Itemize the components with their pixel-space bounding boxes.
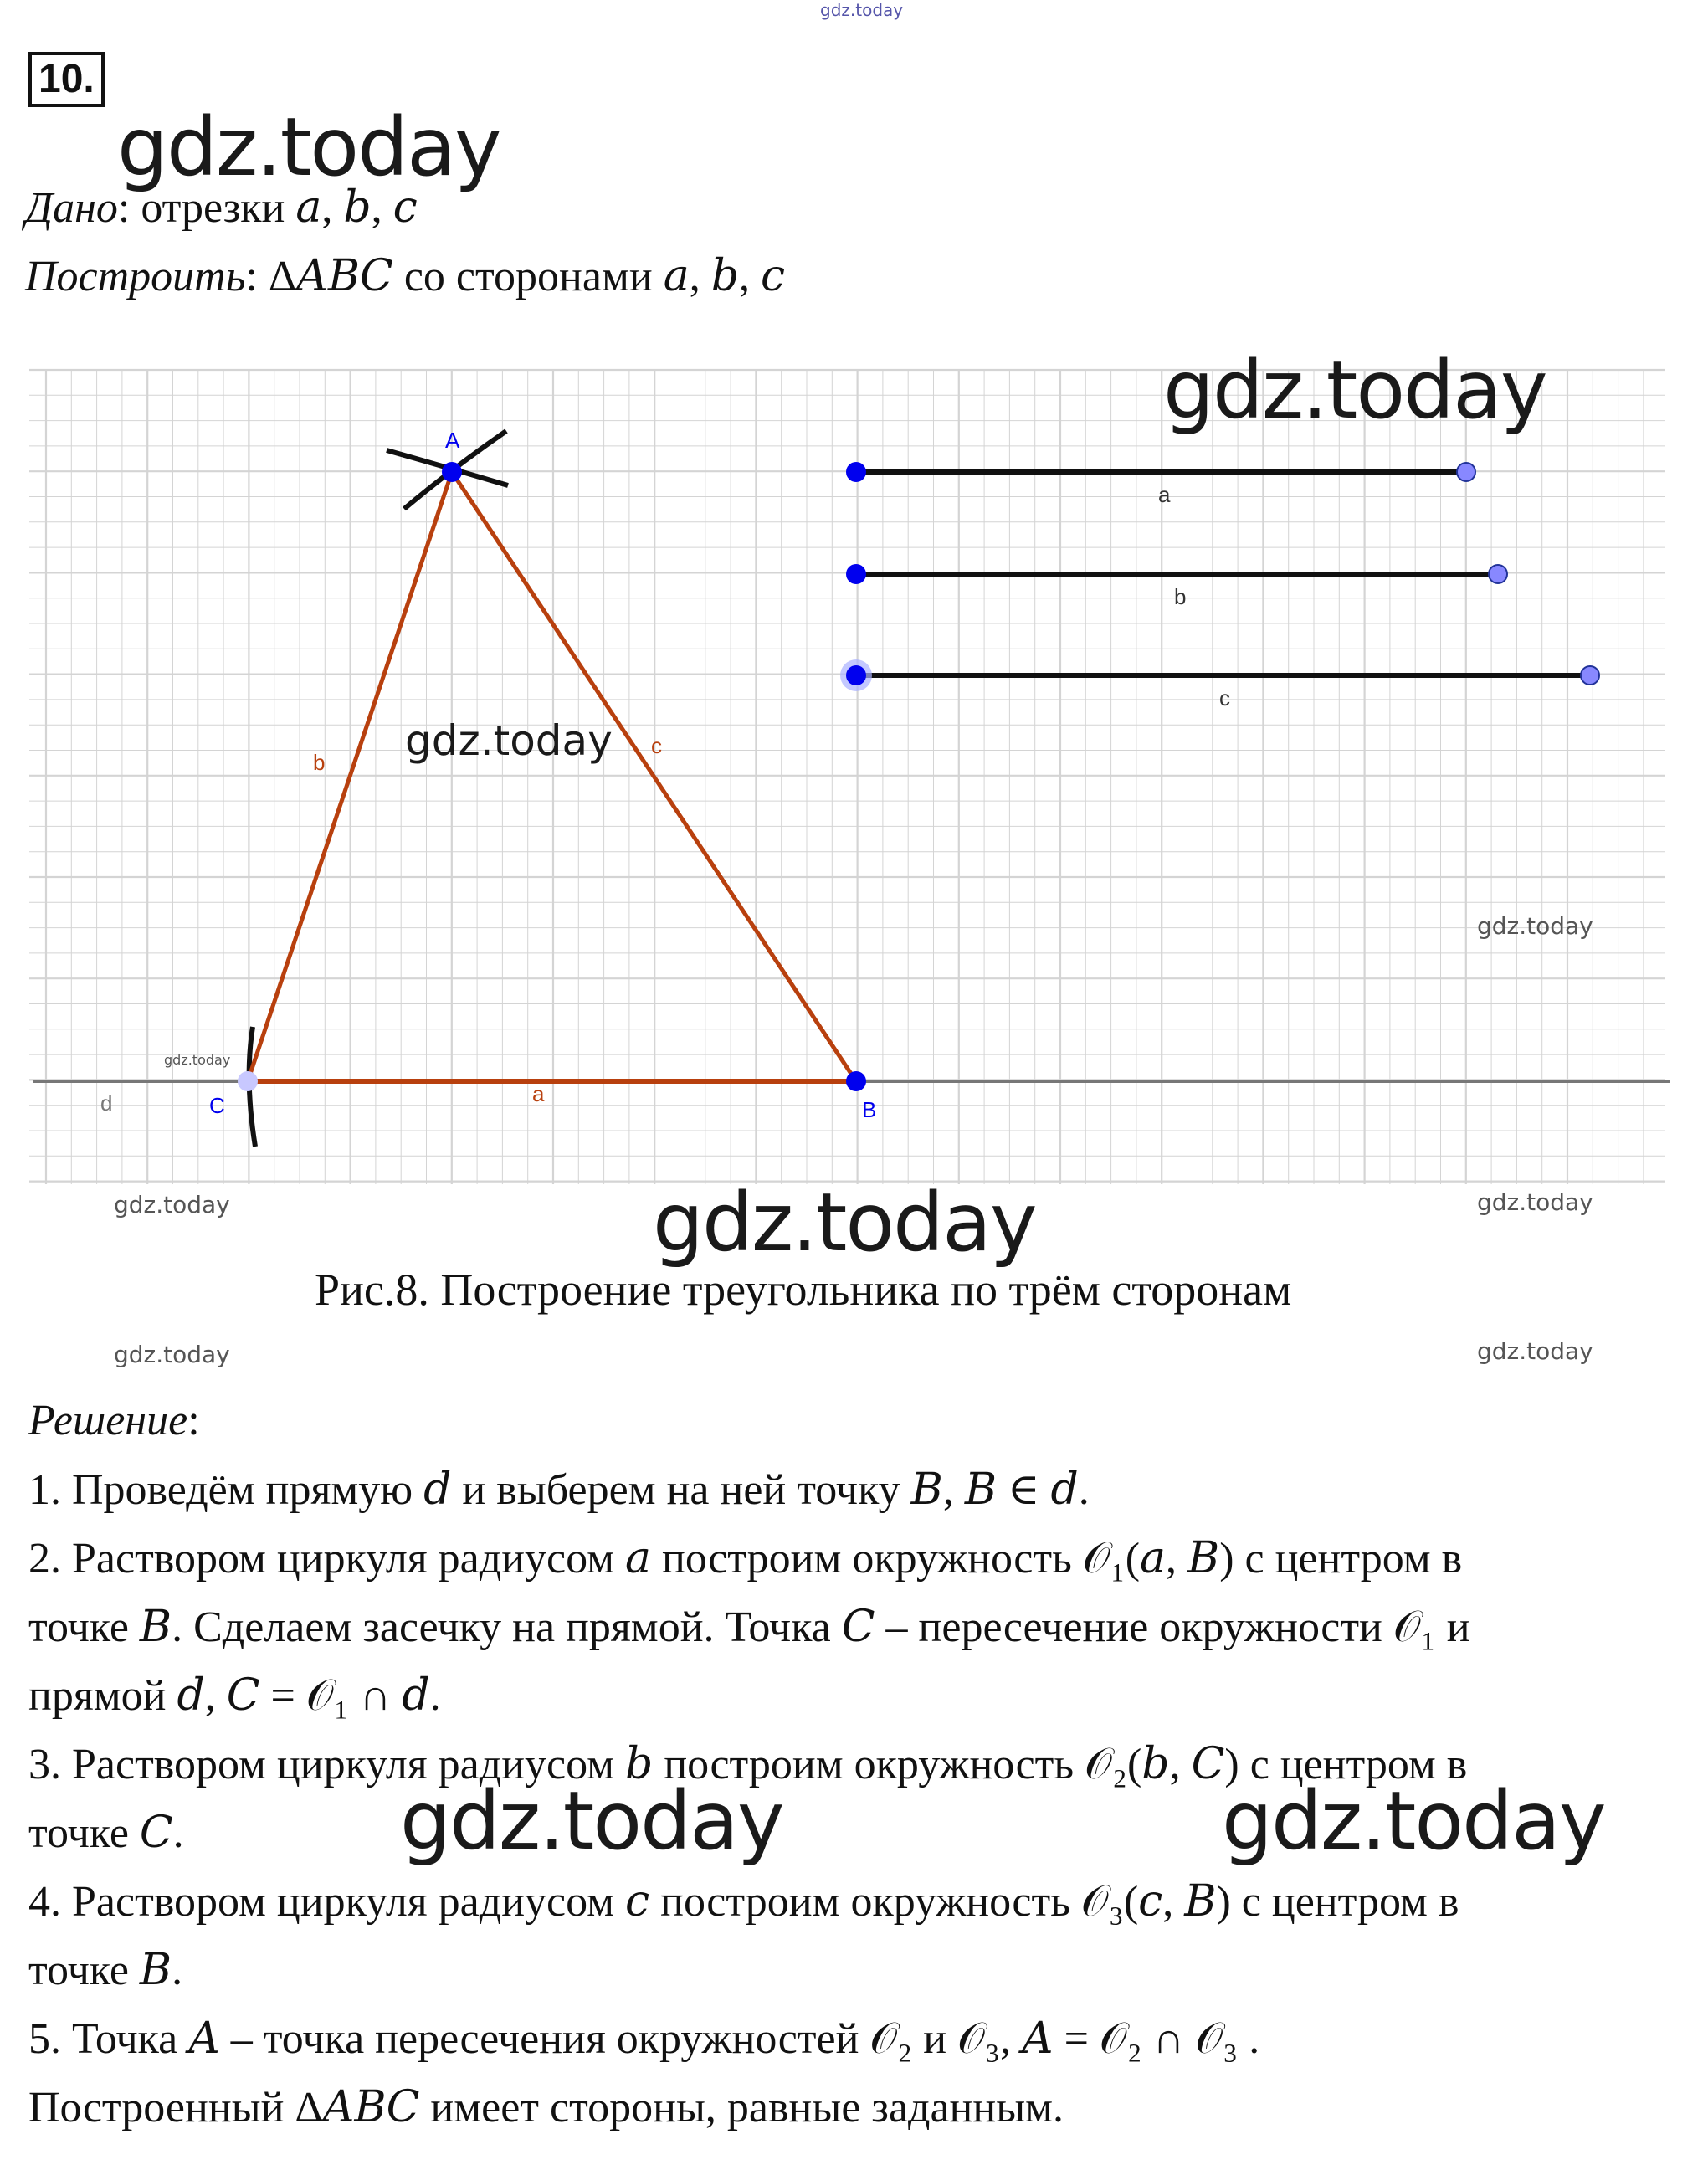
point-label-b: B	[862, 1097, 877, 1122]
solution-line-10: Построенный Δ𝐴𝐵𝐶 имеет стороны, равные заданным.	[28, 2084, 1064, 2132]
construct-label: Построить	[25, 253, 246, 300]
point-a	[442, 462, 462, 482]
caption-watermark-right: gdz.today	[1477, 1337, 1593, 1365]
side-label-c: c	[651, 733, 662, 758]
side-label-a: a	[532, 1081, 545, 1106]
side-label-b: b	[313, 750, 326, 775]
solution-line-3: точке 𝐵. Сделаем засечку на прямой. Точка 𝐶 – пересечение окружности 𝒪₁ и	[28, 1603, 1470, 1651]
solution-label: Решение:	[28, 1397, 200, 1444]
solution-watermark-left: gdz.today	[400, 1774, 783, 1868]
point-c	[238, 1071, 258, 1091]
problem-number: 10.	[28, 52, 105, 107]
solution-line-4: прямой 𝑑, 𝐶 = 𝒪₁ ∩ 𝑑.	[28, 1672, 441, 1720]
figure-watermark-top-right: gdz.today	[1163, 343, 1546, 437]
figure-watermark-right: gdz.today	[1477, 912, 1593, 940]
solution-line-2: 2. Раствором циркуля радиусом 𝑎 построим окружность 𝒪₁(𝑎, 𝐵) с центром в	[28, 1535, 1463, 1583]
line-label-d: d	[100, 1090, 113, 1116]
top-watermark: gdz.today	[820, 0, 904, 20]
solution-line-1: 1. Проведём прямую 𝑑 и выберем на ней точку 𝐵, 𝐵 ∈ 𝑑.	[28, 1466, 1090, 1514]
segment-a-end-point	[1457, 463, 1475, 481]
solution-line-8: точке 𝐵.	[28, 1947, 183, 1994]
solution-line-7: 4. Раствором циркуля радиусом 𝑐 построим окружность 𝒪₃(𝑐, 𝐵) с центром в	[28, 1878, 1459, 1926]
given-text: : отрезки 𝑎, 𝑏, 𝑐	[117, 184, 418, 232]
segment-b-start-point	[846, 564, 866, 584]
solution-label-text: Решение	[28, 1397, 188, 1444]
given-label: Дано	[25, 184, 118, 232]
solution-watermark-right: gdz.today	[1222, 1774, 1605, 1868]
figure-caption: Рис.8. Построение треугольника по трём сторонам	[315, 1265, 1292, 1315]
grid	[29, 370, 1665, 1184]
segment-b-end-point	[1489, 565, 1507, 583]
caption-watermark-left: gdz.today	[114, 1341, 230, 1368]
segment-a-start-point	[846, 462, 866, 482]
figure-watermark-bottom-left: gdz.today	[114, 1191, 230, 1218]
solution-line-6: точке 𝐶.	[28, 1809, 184, 1857]
segment-c-start-point	[846, 665, 866, 685]
point-b	[846, 1071, 866, 1091]
figure-watermark-center: gdz.today	[405, 716, 613, 765]
solution-line-5: 3. Раствором циркуля радиусом 𝑏 построим окружность 𝒪₂(𝑏, 𝐶) с центром в	[28, 1741, 1468, 1788]
header-watermark: gdz.today	[117, 100, 500, 194]
figure-watermark-bottom-right: gdz.today	[1477, 1188, 1593, 1216]
segment-label-c: c	[1219, 685, 1230, 711]
segment-label-b: b	[1174, 584, 1187, 609]
solution-line-9: 5. Точка 𝐴 – точка пересечения окружностей 𝒪₂ и 𝒪₃, 𝐴 = 𝒪₂ ∩ 𝒪₃ .	[28, 2015, 1260, 2063]
segment-label-a: a	[1158, 482, 1171, 507]
point-label-c: C	[209, 1093, 225, 1118]
segment-c-end-point	[1581, 666, 1599, 685]
point-label-a: A	[445, 428, 460, 453]
construct-text: : Δ𝐴𝐵𝐶 со сторонами 𝑎, 𝑏, 𝑐	[245, 253, 786, 300]
below-figure-watermark: gdz.today	[653, 1176, 1036, 1270]
figure-watermark-small: gdz.today	[164, 1052, 231, 1068]
